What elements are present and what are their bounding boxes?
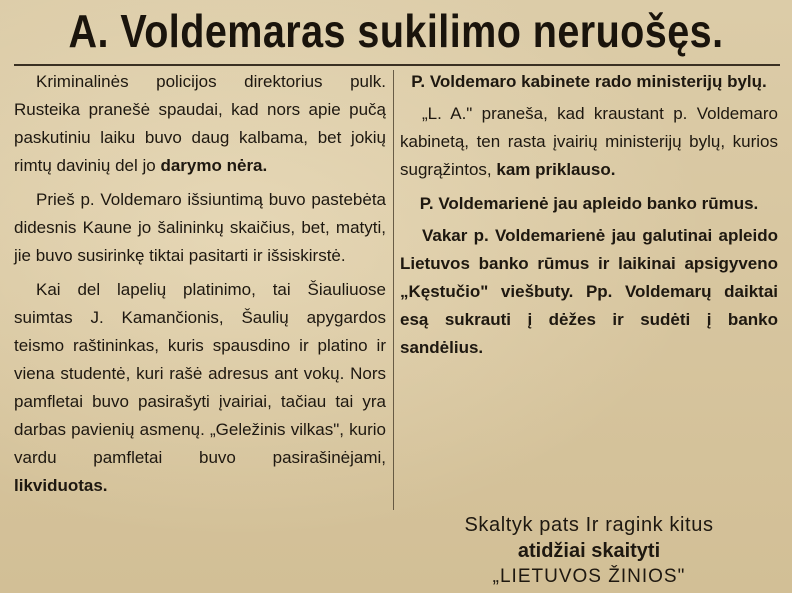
left-paragraph-1-text: Kriminalinės policijos direktorius pulk. Rusteika pranešė spaudai, kad nors apie pučą paskutiniu laiku buvo daug kalbama, bet jokių rimtų davinių del jo (14, 72, 386, 175)
right-column (400, 68, 778, 368)
right-paragraph-1-text: „L. A." praneša, kad kraustant p. Voldemaro kabinetą, ten rasta įvairių ministerijų bylų, kurios sugrąžintos, (400, 104, 778, 179)
promo-line-2: atidžiai skaityti (517, 540, 661, 562)
column-divider (393, 70, 394, 510)
promo-line-1: Skaltyk pats Ir ragink kitus (464, 514, 714, 536)
left-paragraph-1 (14, 68, 386, 180)
left-paragraph-3 (14, 276, 386, 500)
right-paragraph-1 (400, 100, 778, 184)
left-paragraph-3-bold: likviduotas. (14, 476, 108, 495)
headline-rule (14, 64, 780, 66)
left-paragraph-1-bold: darymo nėra. (160, 156, 268, 175)
promo-box (400, 512, 778, 590)
right-paragraph-1-bold: kam priklauso. (496, 160, 616, 179)
right-subheading-2: P. Voldemarienė jau apleido banko rūmus. (419, 194, 759, 213)
promo-line-3: „LIETUVOS ŽINIOS" (492, 566, 686, 587)
right-subheading-1: P. Voldemaro kabinete rado ministerijų bylų. (411, 72, 767, 91)
headline: A. Voldemaras sukilimo neruošęs. (68, 5, 724, 57)
left-paragraph-3-text: Kai del lapelių platinimo, tai Šiauliuose suimtas J. Kamančionis, Šaulių apygardos teismo raštininkas, kuris spausdino ir platino ir viena studentė, kuri rašė adresus ant vokų. Nors pamfletai buvo pasirašyti įvairiai, tačiau tai yra darbas pavienių asmenų. „Geležinis vilkas", kurio vardu pamfletai buvo pasirašinėjami, (14, 280, 386, 467)
right-paragraph-2: Vakar p. Voldemarienė jau galutinai apleido Lietuvos banko rūmus ir laikinai apsigyveno „Kęstučio" viešbuty. Pp. Voldemarų daiktai esą sukrauti į dėžes ir sudėti į banko sandėlius. (400, 226, 778, 357)
left-column (14, 68, 386, 506)
left-paragraph-2: Prieš p. Voldemaro išsiuntimą buvo pastebėta didesnis Kaune jo šalininkų skaičius, bet, matyti, jie buvo susirinkę tiktai pasitarti ir išsiskirstė. (14, 190, 386, 265)
